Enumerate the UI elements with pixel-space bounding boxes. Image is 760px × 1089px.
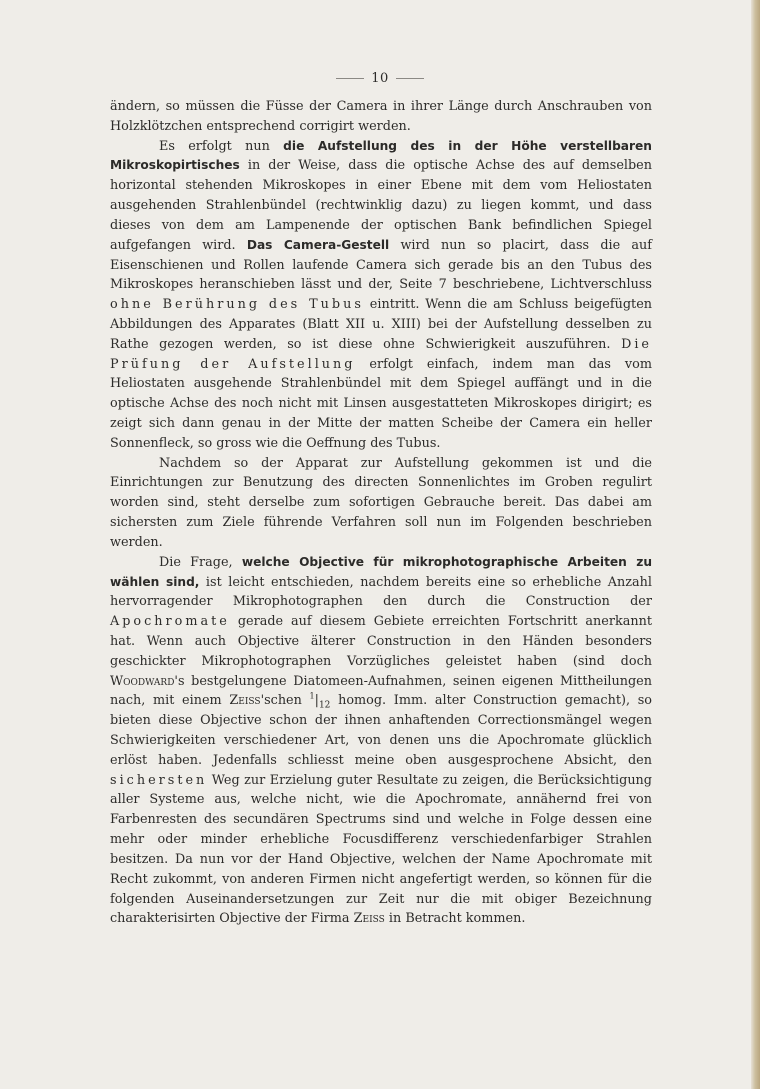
text-run: gerade auf diesem Gebiete erreichten Fortschritt anerkannt hat. Wenn auch Objective älterer Construction in den Händen besonders geschickter Mikrophotographen Vorzügliches geleistet haben (sind doch xyxy=(110,614,652,669)
bold-phrase: Das Camera-Gestell xyxy=(246,237,390,252)
spaced-phrase: Die Prüfung der Aufstellung xyxy=(110,336,652,372)
spaced-phrase: ohne Berührung des Tubus xyxy=(110,297,364,313)
text-run: 'schen xyxy=(260,693,310,709)
text-run: in der Weise, dass die optische Achse des auf demselben horizontal stehenden Mikroskopes in einer Ebene mit dem vom Heliostaten ausgehenden Strahlenbündel (rechtwinklig dazu) zu liegen kommt, und dass dieses von dem am Lampenende der optischen Bank befindlichen Spiegel aufgefangen wird. xyxy=(110,158,652,253)
page-number: 10 xyxy=(371,70,389,86)
text-run: in Betracht kommen. xyxy=(384,911,526,927)
text-run: erfolgt einfach, indem man das vom Heliostaten ausgehende Strahlenbündel mit dem Spiegel auffängt und in die optische Achse des noch nicht mit Linsen ausgestatteten Mikroskopes dirigirt; es zeigt sich dann genau in der Mitte der matten Scheibe der Camera ein heller Sonnenfleck, so gross wie die Oeffnung des Tubus. xyxy=(110,356,652,451)
body-text xyxy=(110,97,652,929)
paragraph-1: ändern, so müssen die Füsse der Camera in ihrer Länge durch Anschrauben von Holzklötzchen entsprechend corrigirt werden. xyxy=(110,99,652,134)
fraction-denominator: 12 xyxy=(318,700,331,711)
text-run: Die Frage, xyxy=(159,554,242,570)
page-edge xyxy=(751,0,760,1089)
small-caps-name: Woodward xyxy=(110,673,175,689)
header-rule-left xyxy=(336,78,364,79)
fraction-numerator: 1 xyxy=(309,692,315,702)
header-rule-right xyxy=(396,78,424,79)
spaced-phrase: Apochromate xyxy=(110,614,230,630)
text-run: 's bestgelungene Diatomeen-Aufnahmen, seinen eigenen Mittheilungen nach, mit einem xyxy=(110,673,652,709)
bold-phrase: welche Objective für mikrophotographische Arbeiten zu wählen sind, xyxy=(110,554,652,589)
small-caps-name: Zeiss xyxy=(229,693,261,709)
text-run: Es erfolgt nun xyxy=(159,138,284,154)
paragraph-3: Nachdem so der Apparat zur Aufstellung gekommen ist und die Einrichtungen zur Benutzung des directen Sonnenlichtes im Groben regulirt worden sind, steht derselbe zum sofortigen Gebrauche bereit. Das dabei am sichersten zum Ziele führende Verfahren soll nun im Folgenden beschrieben werden. xyxy=(110,455,652,550)
text-run: homog. Imm. alter Construction gemacht), so bieten diese Objective schon der ihnen anhaftenden Correctionsmängel wegen Schwierigkeiten verschiedener Art, von denen uns die Apochromate glücklich erlöst haben. Jedenfalls schliesst meine oben ausgesprochene Absicht, den xyxy=(110,693,652,768)
small-caps-name: Zeiss xyxy=(353,911,385,927)
text-run: ist leicht entschieden, nachdem bereits eine so erhebliche Anzahl hervorragender Mikrophotographen den durch die Construction der xyxy=(110,574,652,610)
paragraph-2 xyxy=(110,137,652,454)
spaced-phrase: sichersten xyxy=(110,772,208,788)
text-run: eintritt. Wenn die am Schluss beigefügten Abbildungen des Apparates (Blatt XII u. XIII) bei der Aufstellung desselben zu Rathe gezogen werden, so ist diese ohne Schwierigkeit auszuführen. xyxy=(110,297,653,352)
paragraph-4 xyxy=(110,553,652,929)
bold-phrase: die Aufstellung des in der Höhe verstellbaren Mikroskopirtisches xyxy=(110,138,652,173)
page-header xyxy=(335,70,425,86)
text-run: wird nun so placirt, dass die auf Eisenschienen und Rollen laufende Camera sich gerade bis an den Tubus des Mikroskopes heranschieben lässt und der, Seite 7 beschriebene, Lichtverschluss xyxy=(110,237,652,293)
text-run: Weg zur Erzielung guter Resultate zu zeigen, die Berücksichtigung aller Systeme aus, welche nicht, wie die Apochromate, annähernd frei von Farbenresten des secundären Spectrums sind und welche in Folge dessen eine mehr oder minder erhebliche Focusdifferenz verschiedenfarbiger Strahlen besitzen. Da nun vor der Hand Objective, welchen der Name Apochromate mit Recht zukommt, von anderen Firmen nicht angefertigt werden, so können für die folgenden Auseinandersetzungen zur Zeit nur die mit obiger Bezeichnung charakterisirten Objective der Firma xyxy=(110,772,652,927)
fraction-bar: | xyxy=(314,693,319,709)
